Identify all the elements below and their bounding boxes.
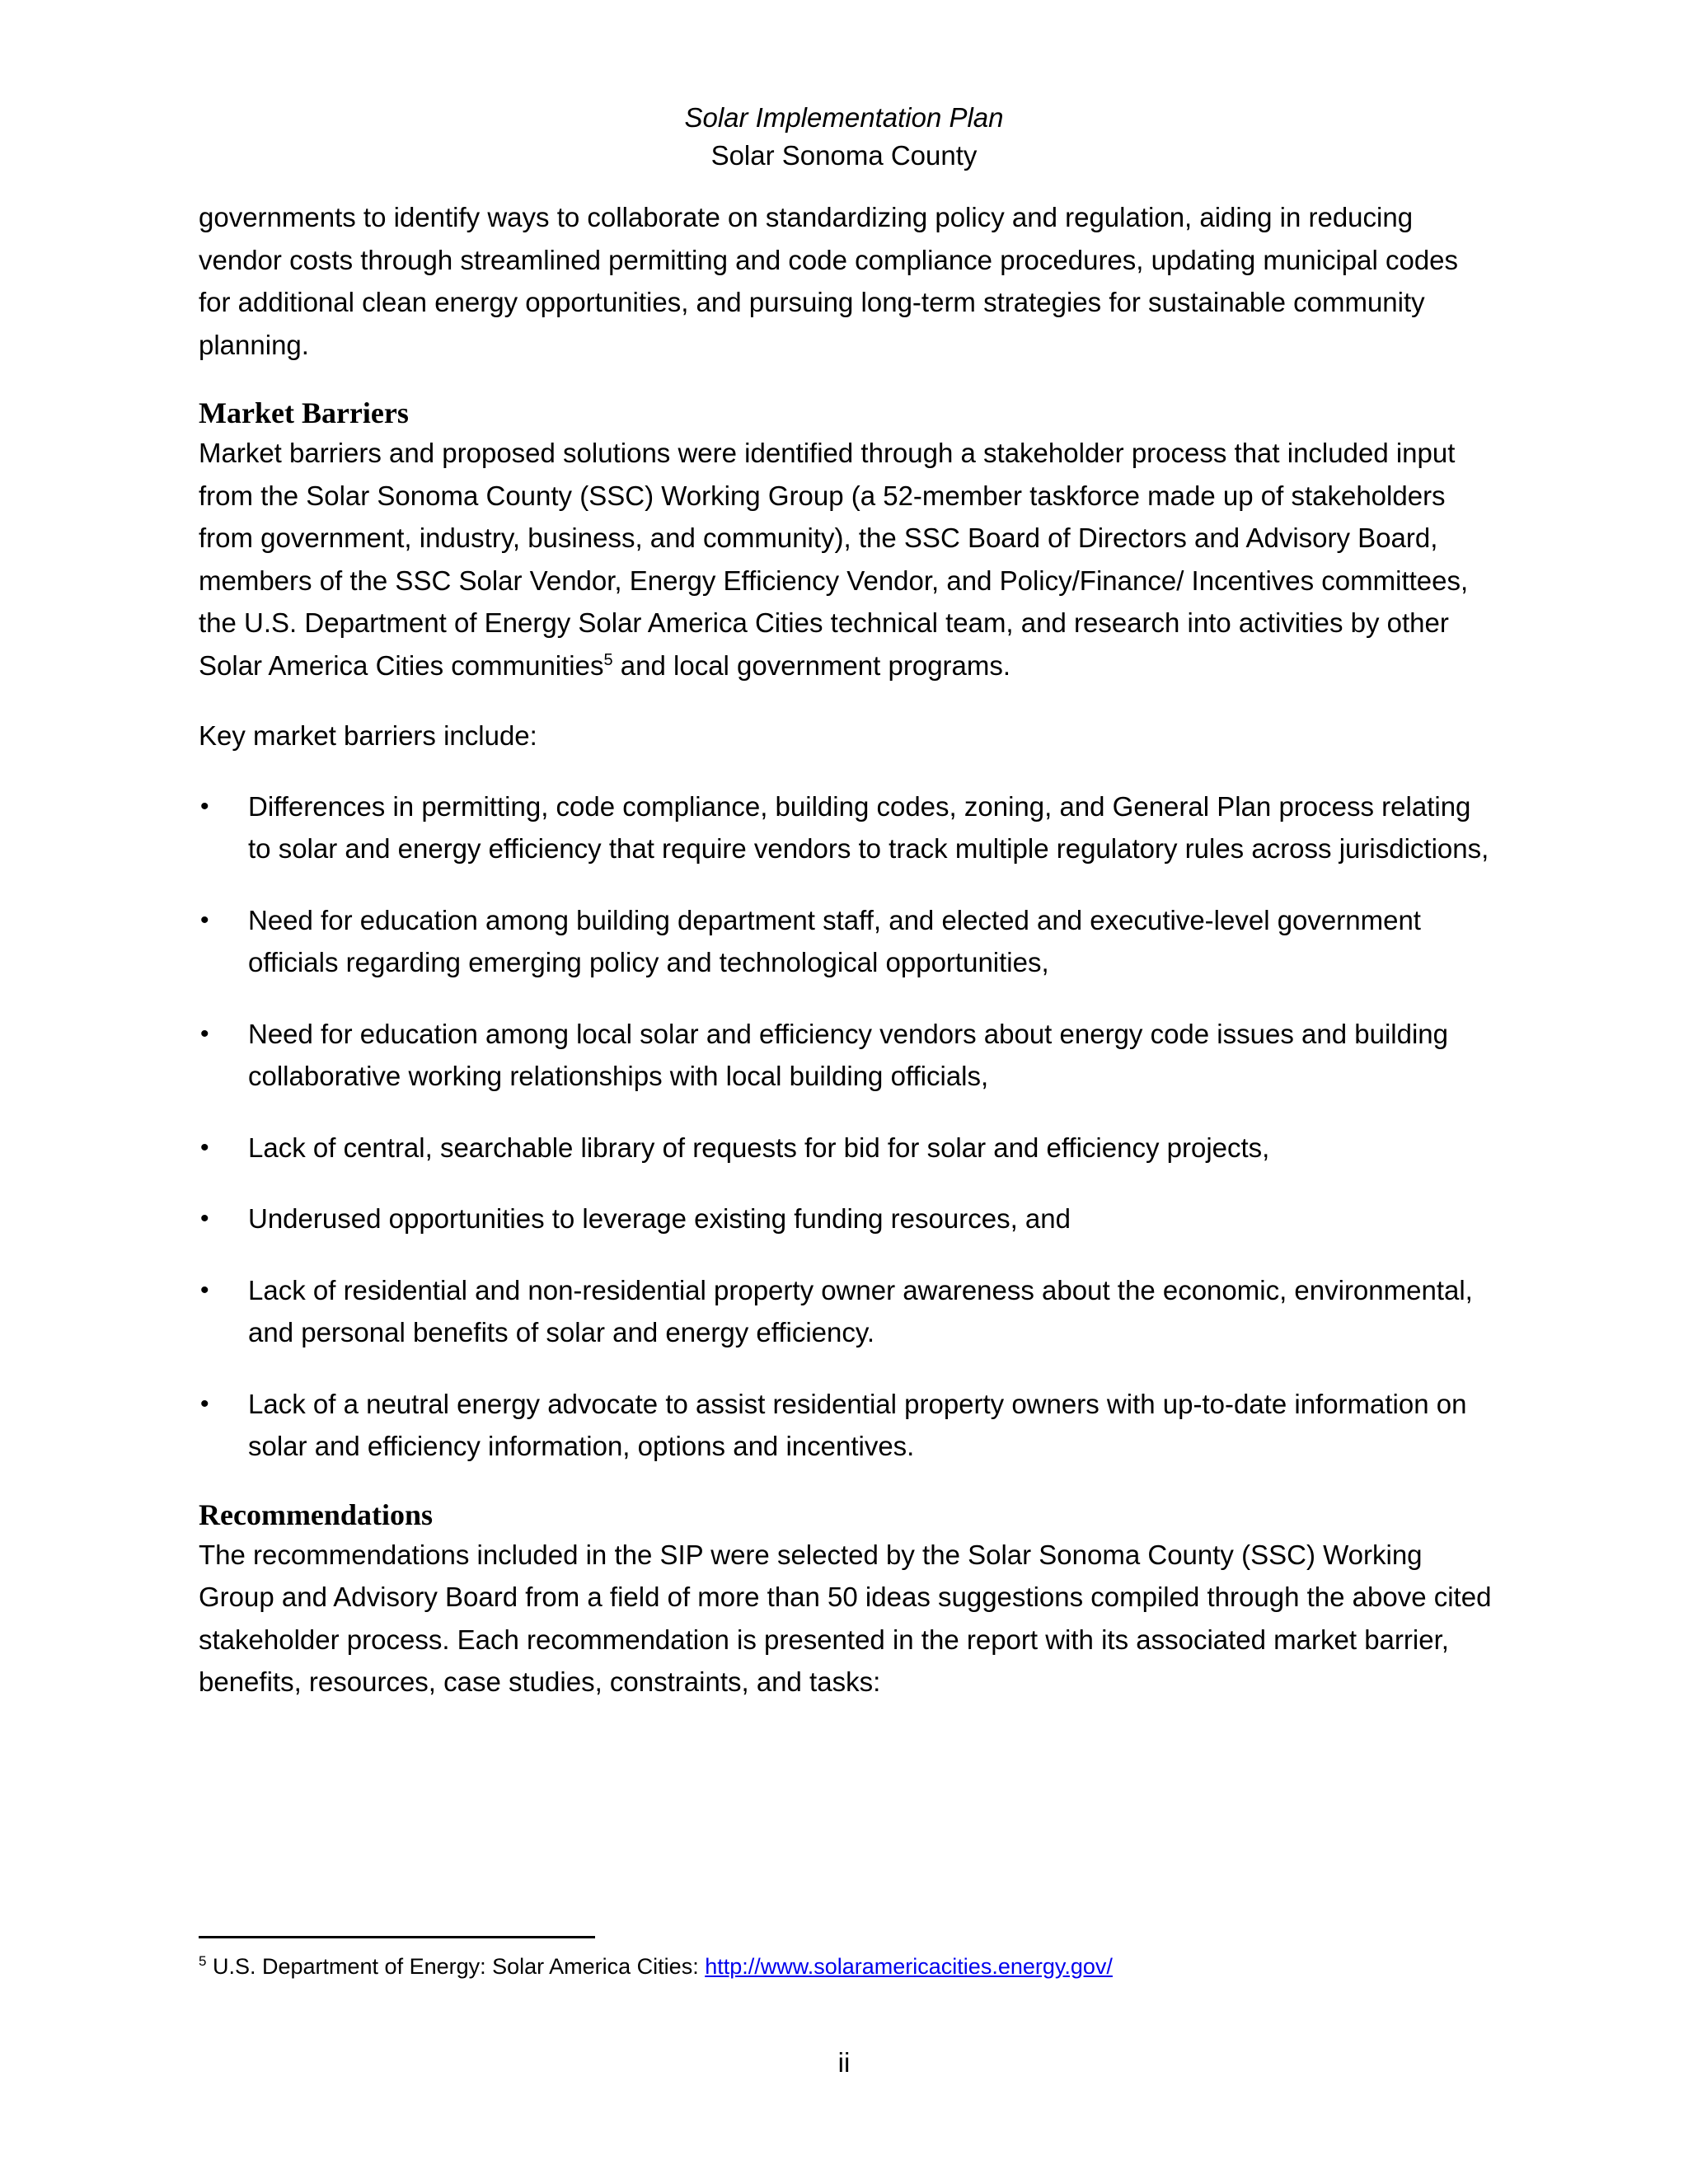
bullet-icon: • — [200, 792, 209, 820]
bullet-icon: • — [200, 1205, 209, 1232]
footnote-link[interactable]: http://www.solaramericacities.energy.gov/ — [705, 1954, 1113, 1979]
market-barriers-list — [199, 785, 1493, 1468]
market-barriers-heading: Market Barriers — [199, 396, 409, 429]
list-item — [199, 1197, 1493, 1240]
list-item — [199, 785, 1493, 870]
list-item — [199, 1013, 1493, 1098]
bullet-icon: • — [200, 1390, 209, 1418]
list-item — [199, 1383, 1493, 1468]
bullet-icon: • — [200, 906, 209, 934]
bullet-icon: • — [200, 1276, 209, 1304]
list-item-text: Underused opportunities to leverage existing funding resources, and — [248, 1203, 1071, 1234]
market-barriers-paragraph-tail: and local government programs. — [612, 649, 1011, 681]
list-item — [199, 1269, 1493, 1354]
list-item-text: Lack of a neutral energy advocate to assist residential property owners with up-to-date information on solar and efficiency information, options and incentives. — [248, 1388, 1467, 1461]
list-item-text: Lack of central, searchable library of requests for bid for solar and efficiency projects, — [248, 1132, 1270, 1163]
list-item — [199, 1127, 1493, 1169]
footnote — [199, 1950, 1113, 1983]
list-item-text: Need for education among building department staff, and elected and executive-level government officials regarding emerging policy and technological opportunities, — [248, 904, 1421, 977]
recommendations-heading: Recommendations — [199, 1497, 433, 1531]
running-header — [0, 99, 1688, 175]
market-barriers-paragraph — [199, 432, 1493, 687]
footnote-text: U.S. Department of Energy: Solar America Cities: — [206, 1954, 706, 1979]
page-body — [199, 196, 1493, 1704]
list-item-text: Need for education among local solar and efficiency vendors about energy code issues and building collaborative working relationships with local building officials, — [248, 1018, 1448, 1091]
market-barriers-paragraph-text: Market barriers and proposed solutions were identified through a stakeholder process that included input from the Solar Sonoma County (SSC) Working Group (a 52-member taskforce made up of stakeholders from government, industry, business, and community), the SSC Board of Directors and Advisory Board, members of the SSC Solar Vendor, Energy Efficiency Vendor, and Policy/Finance/ Incentives committees, the U.S. Department of Energy Solar America Cities technical team, and research into activities by other Solar America Cities communities — [199, 438, 1469, 681]
barriers-list-intro: Key market barriers include: — [199, 720, 537, 751]
intro-paragraph: governments to identify ways to collaborate on standardizing policy and regulation, aiding in reducing vendor costs through streamlined permitting and code compliance procedures, updating municipal codes for additional clean energy opportunities, and pursuing long-term strategies for sustainable community planning. — [199, 202, 1459, 360]
footnote-number: 5 — [199, 1953, 207, 1969]
recommendations-paragraph: The recommendations included in the SIP were selected by the Solar Sonoma County (SSC) Working Group and Advisory Board from a field of more than 50 ideas suggestions compiled through the above cited stakeholder process. Each recommendation is presented in the report with its associated market barrier, benefits, resources, case studies, constraints, and tasks: — [199, 1539, 1492, 1697]
footnote-divider — [199, 1936, 595, 1938]
bullet-icon: • — [200, 1133, 209, 1161]
bullet-icon: • — [200, 1019, 209, 1047]
footnote-reference[interactable]: 5 — [603, 650, 613, 669]
header-title: Solar Implementation Plan — [684, 102, 1004, 133]
page-number: ii — [837, 2047, 851, 2078]
list-item-text: Differences in permitting, code compliance, building codes, zoning, and General Plan process relating to solar and energy efficiency that require vendors to track multiple regulatory rules across jurisdictions, — [248, 790, 1489, 864]
list-item — [199, 899, 1493, 984]
list-item-text: Lack of residential and non-residential property owner awareness about the economic, environmental, and personal benefits of solar and energy efficiency. — [248, 1274, 1473, 1347]
header-subtitle: Solar Sonoma County — [710, 140, 978, 171]
